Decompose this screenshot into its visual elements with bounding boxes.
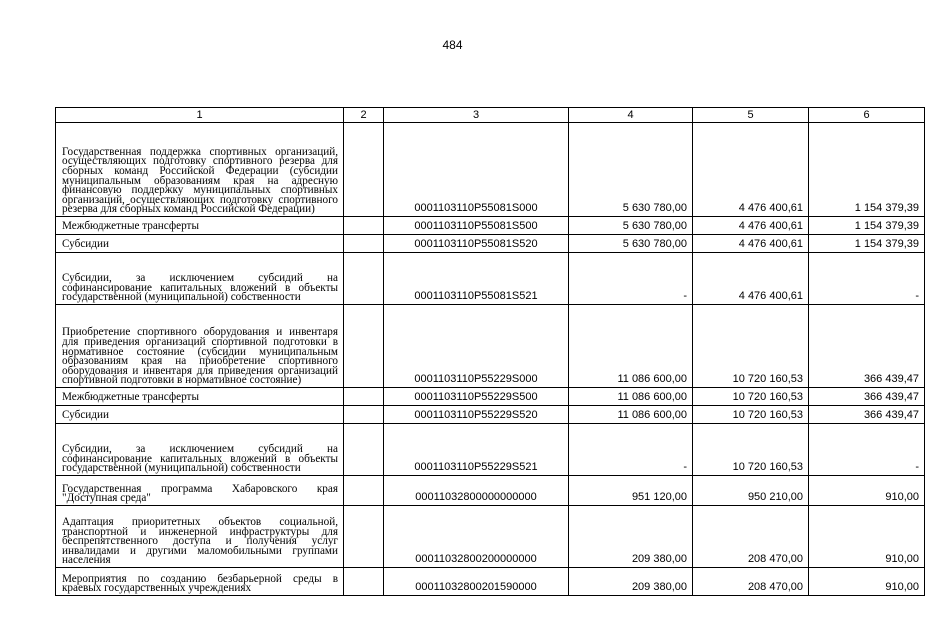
header-col-3: 3 [384, 108, 569, 123]
row-value-4: - [569, 424, 693, 476]
row-value-6: 366 439,47 [809, 406, 925, 424]
table-row [56, 388, 925, 406]
row-name: Приобретение спортивного оборудования и инвентаря для приведения организаций спортивной подготовки в нормативное состояние (субсидии муниципальным образованиям края на приобретение спортивного оборудования и инвентаря для приведения организаций спортивной подготовки в нормативное состояние) [56, 305, 344, 388]
table-row [56, 506, 925, 568]
row-code: 00011032800200000000 [384, 506, 569, 568]
row-col2 [344, 253, 384, 305]
row-value-4: 5 630 780,00 [569, 217, 693, 235]
table-header-row [56, 108, 925, 123]
row-col2 [344, 476, 384, 506]
row-col2 [344, 217, 384, 235]
row-name: Межбюджетные трансферты [56, 388, 344, 406]
row-value-5: 4 476 400,61 [693, 253, 809, 305]
row-value-6: 366 439,47 [809, 388, 925, 406]
row-name: Государственная программа Хабаровского края "Доступная среда" [56, 476, 344, 506]
row-value-6: - [809, 424, 925, 476]
row-value-5: 208 470,00 [693, 568, 809, 596]
row-value-6: 910,00 [809, 506, 925, 568]
row-code: 0001103110P55081S521 [384, 253, 569, 305]
row-col2 [344, 568, 384, 596]
table-row [56, 305, 925, 388]
row-value-5: 10 720 160,53 [693, 424, 809, 476]
row-col2 [344, 235, 384, 253]
header-col-5: 5 [693, 108, 809, 123]
row-code: 00011032800201590000 [384, 568, 569, 596]
row-col2 [344, 506, 384, 568]
header-col-6: 6 [809, 108, 925, 123]
row-code: 0001103110P55081S500 [384, 217, 569, 235]
row-value-5: 950 210,00 [693, 476, 809, 506]
row-name: Мероприятия по созданию безбарьерной среды в краевых государственных учреждениях [56, 568, 344, 596]
header-col-2: 2 [344, 108, 384, 123]
row-value-6: 1 154 379,39 [809, 217, 925, 235]
row-value-5: 4 476 400,61 [693, 123, 809, 217]
row-name: Адаптация приоритетных объектов социальной, транспортной и инженерной инфраструктуры для беспрепятственного доступа и получения услуг инвалидами и другими маломобильными группами населения [56, 506, 344, 568]
row-col2 [344, 388, 384, 406]
row-code: 0001103110P55081S520 [384, 235, 569, 253]
row-value-4: 209 380,00 [569, 568, 693, 596]
row-value-5: 10 720 160,53 [693, 305, 809, 388]
row-value-5: 10 720 160,53 [693, 388, 809, 406]
row-col2 [344, 123, 384, 217]
row-name: Государственная поддержка спортивных организаций, осуществляющих подготовку спортивного резерва для сборных команд Российской Федерации (субсидии муниципальным образованиям края на адресную финансовую поддержку муниципальных спортивных организаций, осуществляющих подготовку спортивного резерва для сборных команд Российской Федерации) [56, 123, 344, 217]
row-value-6: 366 439,47 [809, 305, 925, 388]
row-value-6: - [809, 253, 925, 305]
row-value-6: 910,00 [809, 568, 925, 596]
row-value-4: 11 086 600,00 [569, 305, 693, 388]
row-name: Субсидии, за исключением субсидий на софинансирование капитальных вложений в объекты государственной (муниципальной) собственности [56, 253, 344, 305]
table-row [56, 476, 925, 506]
row-name: Межбюджетные трансферты [56, 217, 344, 235]
row-value-5: 4 476 400,61 [693, 235, 809, 253]
row-value-5: 208 470,00 [693, 506, 809, 568]
row-col2 [344, 424, 384, 476]
row-value-4: 5 630 780,00 [569, 235, 693, 253]
row-value-4: 11 086 600,00 [569, 388, 693, 406]
table-row [56, 568, 925, 596]
header-col-1: 1 [56, 108, 344, 123]
budget-table [55, 107, 925, 596]
row-name: Субсидии [56, 406, 344, 424]
row-name: Субсидии [56, 235, 344, 253]
row-code: 0001103110P55229S500 [384, 388, 569, 406]
row-value-4: 951 120,00 [569, 476, 693, 506]
row-code: 0001103110P55229S520 [384, 406, 569, 424]
row-value-4: 11 086 600,00 [569, 406, 693, 424]
table-row [56, 424, 925, 476]
table-row [56, 253, 925, 305]
row-value-5: 4 476 400,61 [693, 217, 809, 235]
row-value-4: 5 630 780,00 [569, 123, 693, 217]
table-row [56, 235, 925, 253]
row-value-4: - [569, 253, 693, 305]
table-row [56, 406, 925, 424]
row-code: 0001103110P55229S000 [384, 305, 569, 388]
row-col2 [344, 305, 384, 388]
table-row [56, 217, 925, 235]
row-value-6: 1 154 379,39 [809, 123, 925, 217]
row-value-5: 10 720 160,53 [693, 406, 809, 424]
row-code: 0001103110P55229S521 [384, 424, 569, 476]
row-code: 0001103110P55081S000 [384, 123, 569, 217]
row-name: Субсидии, за исключением субсидий на софинансирование капитальных вложений в объекты государственной (муниципальной) собственности [56, 424, 344, 476]
row-col2 [344, 406, 384, 424]
row-code: 00011032800000000000 [384, 476, 569, 506]
table-row [56, 123, 925, 217]
row-value-4: 209 380,00 [569, 506, 693, 568]
page-number: 484 [442, 38, 463, 52]
header-col-4: 4 [569, 108, 693, 123]
row-value-6: 1 154 379,39 [809, 235, 925, 253]
row-value-6: 910,00 [809, 476, 925, 506]
